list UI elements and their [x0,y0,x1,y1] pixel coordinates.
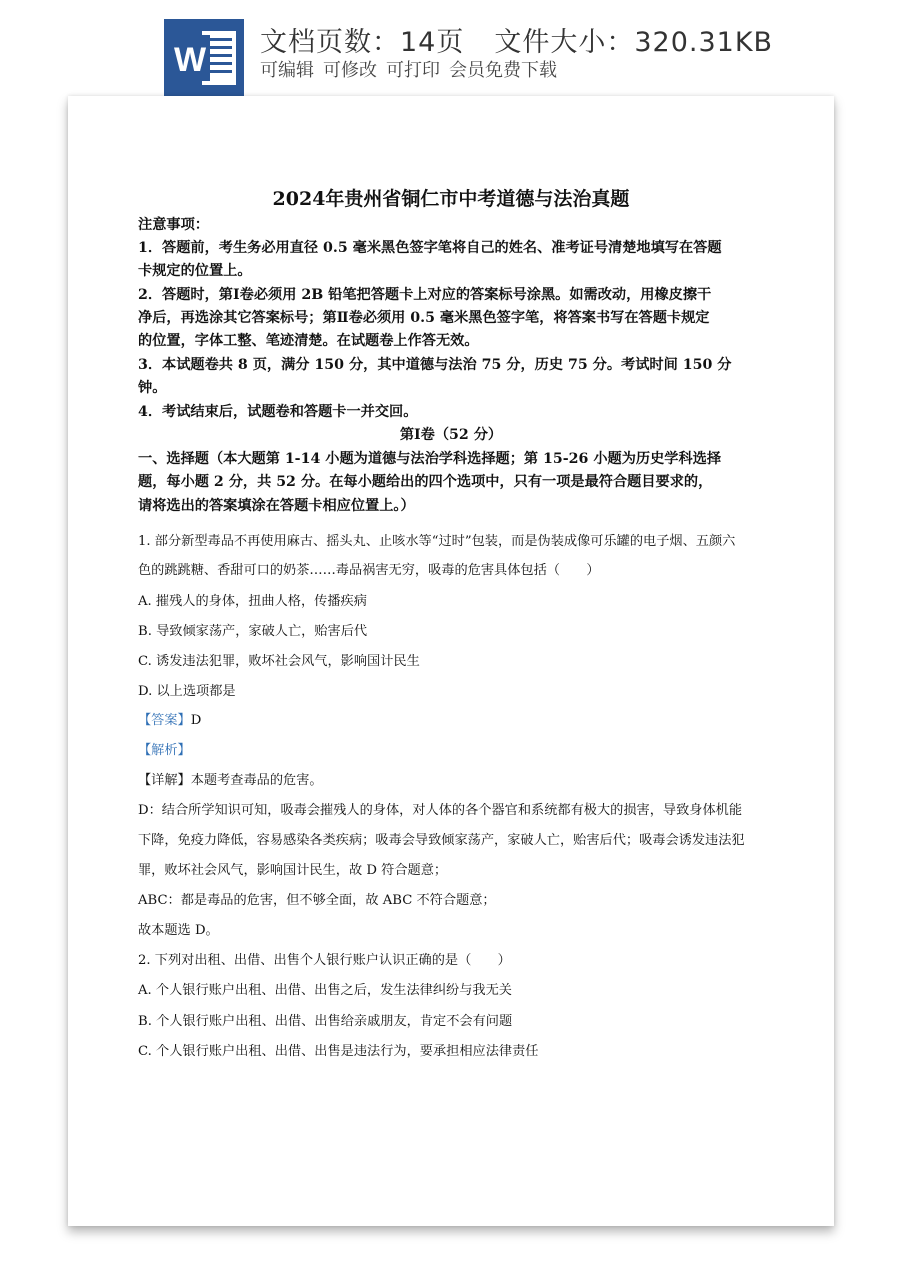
analysis-tag: 【解析】 [138,743,191,758]
question-1-stem: 1. 部分新型毒品不再使用麻古、摇头丸、止咳水等“过时”包装，而是伪装成像可乐罐的电子烟、五颜六 [138,534,736,549]
explanation-line: 罪，败坏社会风气，影响国计民生，故 D 符合题意； [138,863,448,878]
question-1-option-b: B. 导致倾家荡产，家破人亡，贻害后代 [138,624,368,639]
feature-list [260,56,566,82]
question-1-option-c: C. 诱发违法犯罪，败坏社会风气，影响国计民生 [138,654,420,669]
notice-line: 的位置，字体工整、笔迹清楚。在试题卷上作答无效。 [138,333,479,349]
answer-line [138,709,764,728]
notice-line: 卡规定的位置上。 [138,263,252,279]
section-intro-line: 题，每小题 2 分，共 52 分。在每小题给出的四个选项中，只有一项是最符合题目要求的， [138,474,713,490]
explanation-line: 故本题选 D。 [138,923,219,938]
feature-free-download: 会员免费下载 [449,60,557,81]
notice-line: 3．本试题卷共 8 页，满分 150 分，其中道德与法治 75 分，历史 75 分。考试时间 150 分 [138,357,732,373]
explanation-line: 下降，免疫力降低，容易感染各类疾病；吸毒会导致倾家荡产，家破人亡，贻害后代；吸毒会诱发违法犯 [138,833,745,848]
section-intro-line: 请将选出的答案填涂在答题卡相应位置上。） [138,498,415,514]
detail-line: 【详解】本题考查毒品的危害。 [138,773,323,788]
notice-line: 2．答题时，第Ⅰ卷必须用 2B 铅笔把答题卡上对应的答案标号涂黑。如需改动，用橡皮擦干 [138,287,712,303]
header-banner [0,0,900,100]
document-page [68,96,834,1226]
feature-editable: 可编辑 [260,60,314,81]
answer-tag: 【答案】 [138,713,191,728]
explanation-line: D：结合所学知识可知，吸毒会摧残人的身体，对人体的各个器官和系统都有极大的损害，导致身体机能 [138,803,743,818]
page-count: 文档页数：14页 [260,27,465,58]
document-title: 2024年贵州省铜仁市中考道德与法治真题 [272,188,630,210]
question-2-option-b: B. 个人银行账户出租、出借、出售给亲戚朋友，肯定不会有问题 [138,1014,513,1029]
file-size: 文件大小：320.31KB [494,27,774,58]
feature-modifiable: 可修改 [323,60,377,81]
question-1-stem: 色的跳跳糖、香甜可口的奶茶……毒品祸害无穷，吸毒的危害具体包括（ ） [138,563,600,578]
question-1-option-a: A. 摧残人的身体，扭曲人格，传播疾病 [138,594,367,609]
svg-text:W: W [173,41,207,79]
notice-line: 净后，再选涂其它答案标号；第Ⅱ卷必须用 0.5 毫米黑色签字笔，将答案书写在答题卡规定 [138,310,710,326]
notice-line: 1．答题前，考生务必用直径 0.5 毫米黑色签字笔将自己的姓名、准考证号清楚地填写在答题 [138,240,722,256]
answer-value: D [190,713,202,728]
question-2-stem: 2. 下列对出租、出借、出售个人银行账户认识正确的是（ ） [138,953,511,968]
section-intro-line: 一、选择题（本大题第 1-14 小题为道德与法治学科选择题；第 15-26 小题为历史学科选择 [138,451,722,467]
explanation-line: ABC：都是毒品的危害，但不够全面，故 ABC 不符合题意； [138,893,496,908]
section-title: 第Ⅰ卷（52 分） [399,427,503,443]
notice-line: 4．考试结束后，试题卷和答题卡一并交回。 [138,404,418,420]
question-1-option-d: D. 以上选项都是 [138,684,236,699]
notice-line: 钟。 [138,380,167,396]
file-info [260,20,773,59]
question-2-option-a: A. 个人银行账户出租、出借、出售之后，发生法律纠纷与我无关 [138,983,512,998]
word-document-icon [164,19,244,96]
feature-printable: 可打印 [386,60,440,81]
question-2-option-c: C. 个人银行账户出租、出借、出售是违法行为，要承担相应法律责任 [138,1044,539,1059]
notice-heading: 注意事项： [138,217,209,233]
